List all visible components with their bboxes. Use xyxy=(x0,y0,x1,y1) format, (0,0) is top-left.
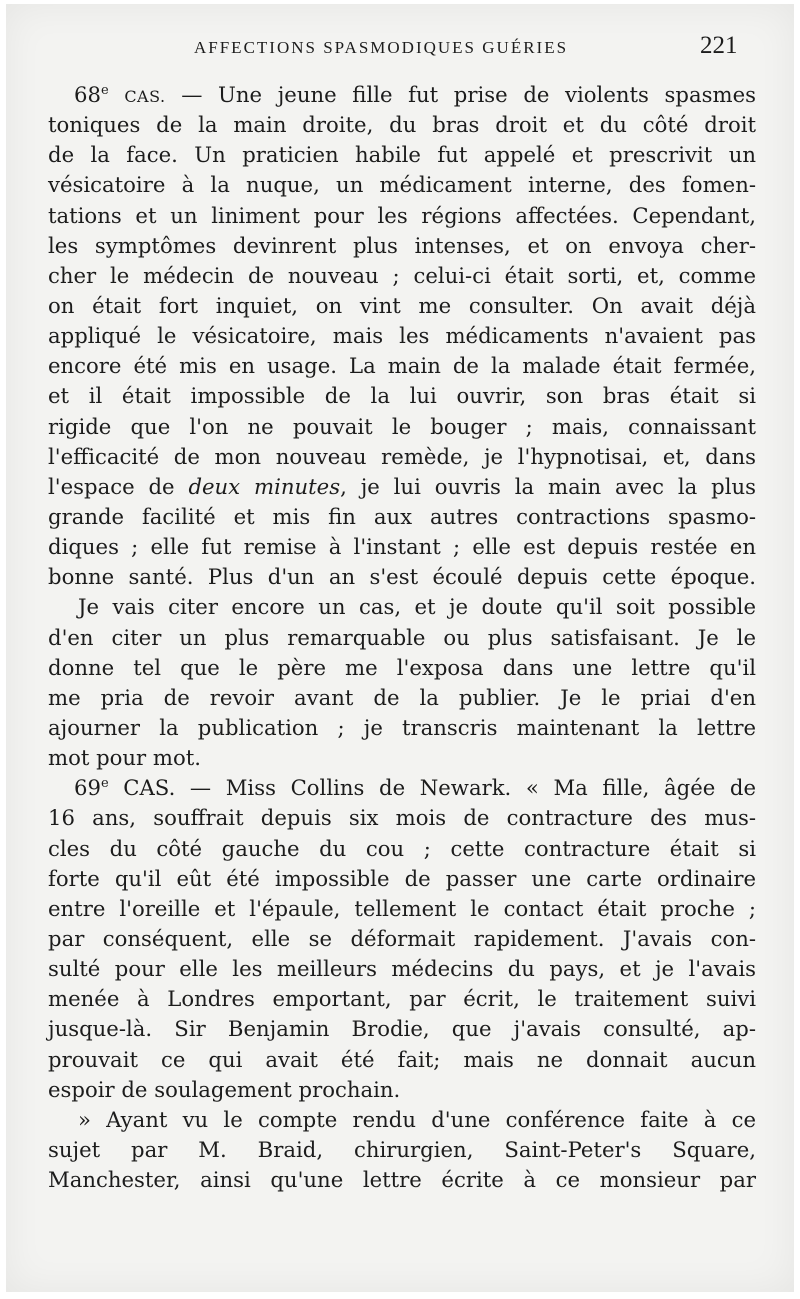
text-line: par conséquent, elle se déformait rapidement. J'avais con- xyxy=(48,925,756,951)
text-line: l'efficacité de mon nouveau remède, je l'hypnotisai, et, dans xyxy=(48,443,756,469)
text-line: vésicatoire à la nuque, un médicament interne, des fomen- xyxy=(48,172,756,198)
page-number: 221 xyxy=(700,32,738,59)
text-line: donne tel que le père me l'exposa dans une lettre qu'il xyxy=(48,654,756,680)
text-line: Manchester, ainsi qu'une lettre écrite à ce monsieur par xyxy=(48,1167,756,1193)
page-header xyxy=(0,32,800,68)
text-span: , je lui ouvris la main avec la plus xyxy=(340,473,756,499)
text-line xyxy=(48,80,756,110)
text-line: espoir de soulagement prochain. xyxy=(48,1076,401,1102)
text-line: toniques de la main droite, du bras droit et du côté droit xyxy=(48,112,756,138)
text-line: entre l'oreille et l'épaule, tellement le contact était proche ; xyxy=(48,895,756,921)
text-line: ajourner la publication ; je transcris maintenant la lettre xyxy=(48,714,756,740)
text-line: mot pour mot. xyxy=(48,745,202,771)
text-line: rigide que l'on ne pouvait le bouger ; mais, connaissant xyxy=(48,413,756,439)
text-span: l'espace de xyxy=(48,473,189,499)
text-line xyxy=(48,773,756,803)
emphasis: deux minutes xyxy=(188,473,341,499)
text-line: me pria de revoir avant de la publier. Je le priai d'en xyxy=(48,684,756,710)
text-span: — Une jeune fille fut prise de violents spasmes xyxy=(165,82,756,107)
text-line: Je vais citer encore un cas, et je doute qu'il soit possible xyxy=(78,594,756,620)
running-head: AFFECTIONS SPASMODIQUES GUÉRIES xyxy=(194,38,569,57)
text-line: cles du côté gauche du cou ; cette contracture était si xyxy=(48,835,756,861)
case-label: CAS. xyxy=(123,775,176,801)
text-line: les symptômes devinrent plus intenses, et on envoya cher- xyxy=(48,232,756,258)
case-number: 68e xyxy=(74,82,109,107)
case-number: 69e xyxy=(74,775,109,801)
text-line: on était fort inquiet, on vint me consulter. On avait déjà xyxy=(48,292,756,318)
case-label: CAS. xyxy=(124,87,166,106)
text-span: — Miss Collins de Newark. « Ma fille, âgée de xyxy=(175,775,756,801)
text-line: menée à Londres emportant, par écrit, le traitement suivi xyxy=(48,986,756,1012)
text-line: cher le médecin de nouveau ; celui-ci était sorti, et, comme xyxy=(48,262,756,288)
text-line: prouvait ce qui avait été fait; mais ne donnait aucun xyxy=(48,1046,756,1072)
text-line: grande facilité et mis fin aux autres contractions spasmo- xyxy=(48,503,756,529)
text-line: sulté pour elle les meilleurs médecins du pays, et je l'avais xyxy=(48,956,756,982)
text-line: bonne santé. Plus d'un an s'est écoulé depuis cette époque. xyxy=(48,564,756,590)
text-line xyxy=(48,472,756,502)
text-line: de la face. Un praticien habile fut appelé et prescrivit un xyxy=(48,142,756,168)
text-line: forte qu'il eût été impossible de passer une carte ordinaire xyxy=(48,865,756,891)
text-line: jusque-là. Sir Benjamin Brodie, que j'avais consulté, ap- xyxy=(48,1016,756,1042)
text-line: 16 ans, souffrait depuis six mois de contracture des mus- xyxy=(48,805,756,831)
text-line: et il était impossible de la lui ouvrir, son bras était si xyxy=(48,383,756,409)
text-line: d'en citer un plus remarquable ou plus satisfaisant. Je le xyxy=(48,624,756,650)
body-text xyxy=(48,80,756,1195)
text-line: diques ; elle fut remise à l'instant ; elle est depuis restée en xyxy=(48,534,756,560)
text-line: appliqué le vésicatoire, mais les médicaments n'avaient pas xyxy=(48,323,756,349)
text-line: tations et un liniment pour les régions affectées. Cependant, xyxy=(48,202,756,228)
text-line: » Ayant vu le compte rendu d'une conférence faite à ce xyxy=(78,1106,756,1132)
text-line: encore été mis en usage. La main de la malade était fermée, xyxy=(48,353,756,379)
text-line: sujet par M. Braid, chirurgien, Saint-Peter's Square, xyxy=(48,1136,756,1162)
